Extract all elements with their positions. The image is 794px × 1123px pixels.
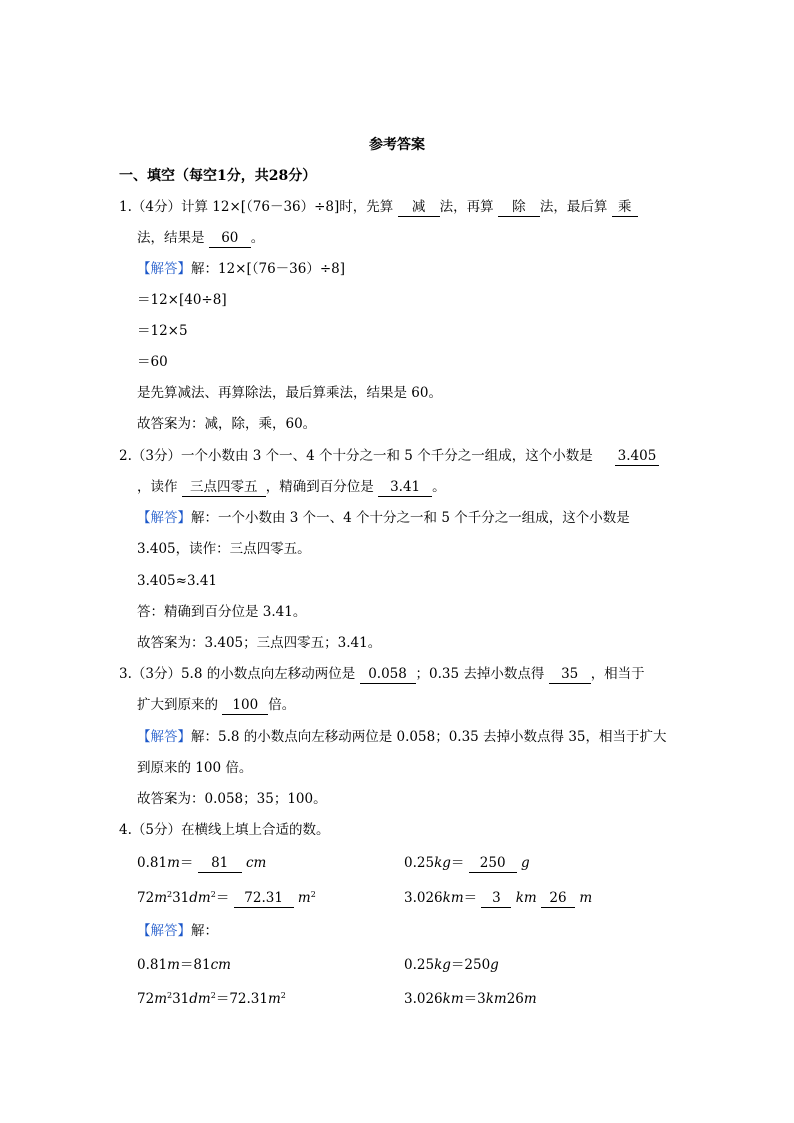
page-title: 参考答案 (369, 137, 425, 153)
answer-tag: 【解答】 (137, 729, 191, 745)
q1-stem-line2: 法，结果是 60 。 (137, 230, 265, 246)
section-heading: 一、填空（每空1分，共28分） (119, 168, 317, 184)
q3-stem-line1: 3.（3分）5.8 的小数点向左移动两位是 0.058 ；0.35 去掉小数点得 35 ，相当于 (119, 666, 645, 682)
q1-blank-2: 除 (498, 199, 540, 217)
q2-stem-line2: ，读作 三点四零五 ，精确到百分位是 3.41 。 (137, 479, 446, 495)
q1-blank-3: 乘 (612, 199, 638, 217)
q1-blank-1: 减 (398, 199, 440, 217)
q3-answer: 故答案为：0.058；35；100。 (137, 791, 327, 807)
answer-tag: 【解答】 (137, 923, 191, 939)
q2-solution-3: 3.405≈3.41 (137, 573, 218, 589)
q2-blank-3: 3.41 (378, 479, 432, 497)
q1-answer: 故答案为：减，除，乘，60。 (137, 416, 317, 432)
q1-solution-5: 是先算减法、再算除法，最后算乘法，结果是 60。 (137, 385, 442, 401)
q1-stem-line1: 1.（4分）计算 12×[（76－36）÷8]时，先算 减 法，再算 除 法，最后算 乘 (119, 197, 638, 217)
q4-stem: 4.（5分）在横线上填上合适的数。 (119, 822, 330, 838)
q4-item-2: 0.25kg＝ 250 g (404, 855, 530, 871)
q4-solution-label: 【解答】解： (137, 923, 218, 939)
q2-blank-2: 三点四零五 (182, 479, 266, 497)
answer-tag: 【解答】 (137, 510, 191, 526)
q3-blank-1: 0.058 (360, 666, 416, 684)
q2-blank-1: 3.405 (615, 448, 659, 466)
q4-item-1: 0.81m＝ 81 cm (137, 855, 267, 871)
answer-tag: 【解答】 (137, 261, 191, 277)
q4-blank-1: 81 (198, 855, 242, 873)
q2-answer: 故答案为：3.405；三点四零五；3.41。 (137, 635, 382, 651)
q2-solution-2: 3.405，读作：三点四零五。 (137, 541, 311, 557)
q1-blank-4: 60 (209, 230, 251, 248)
q3-stem-line2: 扩大到原来的 100 倍。 (137, 697, 296, 713)
q1-solution-4: ＝60 (137, 354, 168, 370)
q4-solution-1: 0.81m＝81cm (137, 957, 231, 973)
q2-solution-1: 【解答】解：一个小数由 3 个一、4 个十分之一和 5 个千分之一组成，这个小数是 (137, 510, 630, 526)
q3-solution-1: 【解答】解：5.8 的小数点向左移动两位是 0.058；0.35 去掉小数点得 35，相当于扩大 (137, 729, 667, 745)
q4-solution-2: 0.25kg＝250g (404, 957, 499, 973)
q4-item-4: 3.026km＝ 3 km 26 m (404, 890, 593, 906)
q4-solution-3: $72m^231dm^2=72.31m^2$ (137, 991, 286, 1007)
q1-solution-2: ＝12×[40÷8] (137, 292, 227, 308)
q2-solution-4: 答：精确到百分位是 3.41。 (137, 604, 307, 620)
q4-blank-3: 72.31 (234, 890, 294, 908)
q1-solution-1: 【解答】解：12×[（76－36）÷8] (137, 261, 346, 277)
q3-blank-2: 35 (549, 666, 591, 684)
q4-blank-2: 250 (469, 855, 517, 873)
q1-solution-3: ＝12×5 (137, 323, 188, 339)
q2-stem-line1: 2.（3分）一个小数由 3 个一、4 个十分之一和 5 个千分之一组成，这个小数是 3.405 (119, 446, 659, 466)
q3-blank-3: 100 (222, 697, 268, 715)
q4-blank-4: 3 (481, 890, 511, 908)
q4-solution-4: 3.026km＝3km26m (404, 991, 537, 1007)
q4-item-3: $72m^231dm^2= 72.31$ $m^2$ (137, 890, 316, 906)
q3-solution-2: 到原来的 100 倍。 (137, 760, 253, 776)
q4-blank-5: 26 (541, 890, 575, 908)
